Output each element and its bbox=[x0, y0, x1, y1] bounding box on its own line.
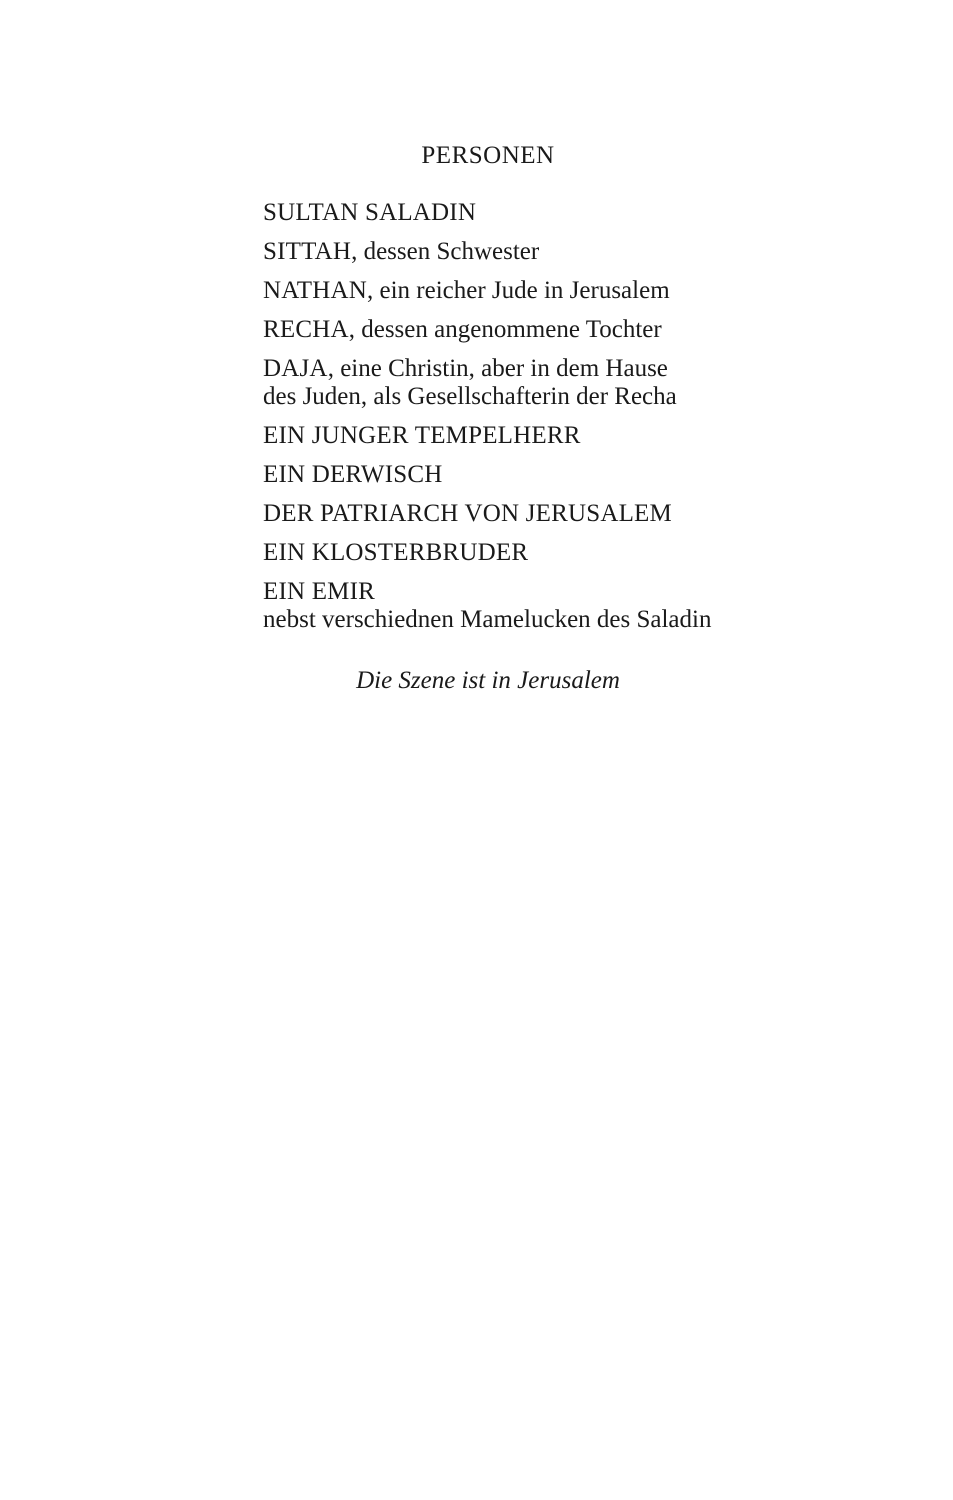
cast-entry-emir bbox=[263, 578, 783, 634]
cast-list bbox=[263, 199, 783, 645]
role-name: EIN EMIR bbox=[263, 578, 376, 605]
role-name: DAJA bbox=[263, 355, 328, 382]
role-description-continuation: des Juden, als Gesellschafterin der Recha bbox=[263, 383, 677, 410]
role-name: EIN JUNGER TEMPELHERR bbox=[263, 422, 581, 449]
role-description: , dessen Schwester bbox=[351, 238, 540, 265]
cast-entry-patriarch bbox=[263, 500, 783, 528]
cast-entry-recha bbox=[263, 316, 783, 344]
role-description: , eine Christin, aber in dem Hause bbox=[327, 355, 668, 382]
role-description: , ein reicher Jude in Jerusalem bbox=[366, 277, 670, 304]
cast-entry-saladin bbox=[263, 199, 783, 227]
role-name: NATHAN bbox=[263, 277, 367, 304]
cast-entry-daja bbox=[263, 355, 783, 411]
role-description: , dessen angenommene Tochter bbox=[348, 316, 662, 343]
cast-entry-sittah bbox=[263, 238, 783, 266]
cast-entry-nathan bbox=[263, 277, 783, 305]
role-name: EIN DERWISCH bbox=[263, 461, 443, 488]
role-name: EIN KLOSTERBRUDER bbox=[263, 539, 529, 566]
role-description-continuation: nebst verschiednen Mamelucken des Saladin bbox=[263, 606, 712, 633]
role-name: RECHA bbox=[263, 316, 349, 343]
cast-entry-klosterbruder bbox=[263, 539, 783, 567]
role-name: SITTAH bbox=[263, 238, 352, 265]
scene-note: Die Szene ist in Jerusalem bbox=[356, 667, 620, 694]
page-title: PERSONEN bbox=[421, 142, 555, 169]
role-name: SULTAN SALADIN bbox=[263, 199, 477, 226]
cast-entry-derwisch bbox=[263, 461, 783, 489]
role-name: DER PATRIARCH VON JERUSALEM bbox=[263, 500, 672, 527]
cast-entry-tempelherr bbox=[263, 422, 783, 450]
